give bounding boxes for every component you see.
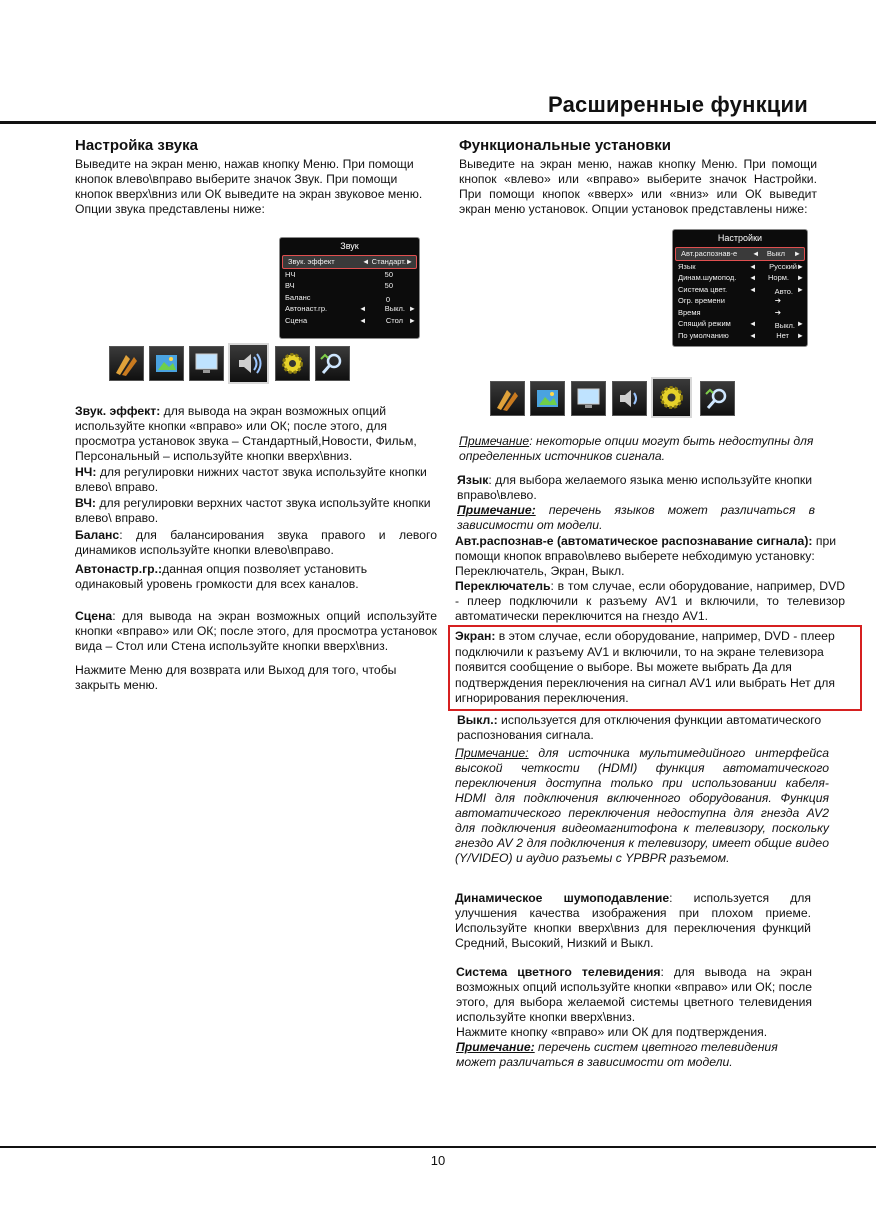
term: Система цветного телевидения — [456, 965, 661, 979]
term: Язык — [457, 473, 489, 487]
sound-menu-row[interactable] — [280, 269, 419, 281]
term: Экран: — [455, 629, 496, 643]
header-rule — [0, 121, 876, 124]
sound-menu-row[interactable] — [280, 303, 419, 315]
sound-icon[interactable] — [228, 343, 269, 384]
menu-row-value: 0 — [385, 294, 390, 304]
term: НЧ: — [75, 465, 97, 479]
sound-heading: Настройка звука — [75, 137, 198, 154]
screen-icon[interactable] — [571, 381, 606, 416]
note-paragraph — [459, 434, 819, 464]
settings-icon[interactable] — [651, 377, 692, 418]
menu-row-label: По умолчанию — [678, 330, 729, 340]
desc-text: данная опция позволяет установить одинаковый уровень громкости для всех каналов. — [75, 562, 368, 591]
term: Динамическое шумоподавление — [455, 891, 670, 905]
settings-note1 — [459, 434, 819, 464]
scene-desc — [75, 609, 437, 654]
settings-color-system — [456, 965, 812, 1070]
sound-section — [75, 137, 437, 217]
arrow-right-icon: ► — [796, 284, 804, 294]
treble-desc — [75, 496, 437, 526]
page-title: Расширенные функции — [548, 92, 808, 117]
screen-desc — [455, 629, 853, 707]
picture-icon[interactable] — [149, 346, 184, 381]
desc-text: : в том случае, если оборудование, например, DVD - плеер подключили к разъему AV1 и включили, то телевизор автоматически переключится на гнездо AV1. — [455, 579, 845, 623]
settings-menu-panel — [672, 229, 808, 347]
channel-icon[interactable] — [490, 381, 525, 416]
settings-menu-row[interactable] — [673, 272, 807, 284]
settings-dnr — [455, 891, 811, 951]
menu-row-label: НЧ — [285, 269, 296, 279]
switch-desc — [455, 579, 845, 624]
term: Автонастр.гр.: — [75, 562, 163, 576]
desc-text: для вывода на экран возможных опций используйте кнопки «вправо» или ОК; после этого, для просмотра установок звука – Стандартный,Новости, Фильм, Персональный – используйте кнопки вверх\вниз. — [75, 404, 417, 463]
term: ВЧ: — [75, 496, 96, 510]
note-text: перечень систем цветного телевидения может различаться в зависимости от модели. — [456, 1040, 778, 1069]
arrow-right-icon: ► — [793, 249, 801, 258]
term: Выкл.: — [457, 713, 498, 727]
desc-text: для регулировки верхних частот звука используйте кнопки влево\ вправо. — [75, 496, 431, 525]
menu-row-value: Русский — [769, 261, 797, 271]
settings-section — [459, 137, 817, 217]
sound-menu-row[interactable] — [280, 292, 419, 304]
menu-row-label: Баланс — [285, 292, 311, 302]
note-paragraph — [455, 746, 829, 866]
sound-menu-title: Звук — [340, 241, 359, 251]
arrow-left-icon: ◄ — [749, 330, 757, 340]
menu-row-label: Язык — [678, 261, 696, 271]
note-text: перечень языков может различаться в зависимости от модели. — [457, 503, 815, 532]
menu-row-label: Звук. эффект — [288, 257, 335, 266]
arrow-right-icon: ► — [408, 315, 416, 325]
arrow-left-icon: ◄ — [752, 249, 760, 258]
dnr-desc — [455, 891, 811, 951]
menu-row-label: Время — [678, 307, 701, 317]
desc-text: : для вывода на экран возможных опций используйте кнопки «вправо» или ОК; после этого, для выбора желаемой системы цветного телевидения используйте кнопки вверх\вниз. — [456, 965, 812, 1024]
search-icon[interactable] — [315, 346, 350, 381]
menu-row-label: Огр. времени — [678, 296, 725, 305]
arrow-left-icon: ◄ — [362, 257, 370, 266]
term: Авт.распознав-е (автоматическое распознавание сигнала): — [455, 534, 813, 548]
settings-menu-row[interactable] — [673, 330, 807, 342]
term: Переключатель — [455, 579, 551, 593]
menu-row-value: Выкл. — [774, 321, 795, 330]
sound-icon[interactable] — [612, 381, 647, 416]
sound-effect-desc — [75, 404, 437, 464]
exit-desc: Нажмите Меню для возврата или Выход для того, чтобы закрыть меню. — [75, 663, 397, 692]
sound-menu-row[interactable] — [280, 315, 419, 327]
note-text: для источника мультимедийного интерфейса высокой четкости (HDMI) функция автоматического переключения доступна только при использовании кабеля-HDMI для подключения включенного оборудования. Функция автоматического переключения недоступна для гнезда AV2 для подключения видеомагнитофона к телевизору, поскольку гнездо AV 2 для подключения к телевизору, имеет общие видео (Y/VIDEO) и аудио разъемы с YPBPR разъемом. — [455, 746, 829, 865]
arrow-right-icon: ► — [408, 304, 416, 313]
note-label: Примечание: — [456, 1040, 535, 1054]
arrow-right-icon: ► — [796, 261, 804, 271]
page-number: 10 — [430, 1153, 446, 1168]
footer-rule — [0, 1146, 876, 1148]
arrow-left-icon: ◄ — [749, 319, 757, 328]
auto-detect-desc — [455, 534, 845, 579]
note-label: Примечание: — [457, 503, 536, 517]
menu-row-label: Автонаст.гр. — [285, 304, 328, 313]
settings-icon-strip — [488, 377, 748, 419]
desc-text: при помощи кнопок вправо\влево выберете небходимую установку: Переключатель, Экран, Выкл. — [455, 534, 837, 578]
note-paragraph — [457, 503, 815, 533]
desc-text: : используется для улучшения качества изображения при плохом приеме. Используйте кнопки вверх\вниз для переключения функций Средний, Высокий, Низкий и Выкл. — [455, 891, 811, 950]
menu-row-label: ВЧ — [285, 281, 295, 290]
menu-row-value: 50 — [384, 281, 393, 290]
settings-menu-row[interactable] — [675, 247, 805, 261]
sound-menu-row[interactable] — [282, 255, 417, 269]
balance-desc — [75, 528, 437, 558]
arrow-right-icon: ► — [796, 273, 804, 282]
term: Баланс — [75, 528, 120, 542]
desc-text: в этом случае, если оборудование, например, DVD - плеер подключили к разъему AV1 и включили, то на экране телевизора появится сообщение о выборе. Вы можете выбрать Да для подтверждения переключения на сигнал AV1 или выбрать Нет для игнорирования переключения. — [455, 629, 835, 705]
arrow-left-icon: ◄ — [749, 273, 757, 282]
menu-row-label: Спящий режим — [678, 319, 731, 328]
desc-text: : для выбора желаемого языка меню используйте кнопки вправо\влево. — [457, 473, 813, 502]
settings-menu-row[interactable] — [673, 318, 807, 330]
picture-icon[interactable] — [530, 381, 565, 416]
color-system-desc — [456, 965, 812, 1025]
menu-row-value: Норм. — [768, 273, 789, 282]
settings-menu-row[interactable] — [673, 261, 807, 273]
note-label: Примечание: — [455, 746, 529, 760]
language-desc — [457, 473, 815, 503]
settings-auto-detect — [455, 534, 845, 624]
menu-row-value: Нет — [776, 330, 789, 340]
settings-off — [457, 713, 845, 743]
arrow-left-icon: ◄ — [359, 315, 367, 325]
arrow-left-icon: ◄ — [359, 304, 367, 313]
bass-desc — [75, 465, 437, 495]
search-icon[interactable] — [700, 381, 735, 416]
sound-descriptions — [75, 404, 437, 693]
note-paragraph — [456, 1040, 812, 1070]
menu-row-value: Выкл — [766, 249, 785, 258]
desc-text: : для вывода на экран возможных опций используйте кнопки «вправо» или ОК; после этого, для просмотра установок вида – Стол или Стена используйте кнопки вверх\вниз. — [75, 609, 437, 653]
settings-heading: Функциональные установки — [459, 137, 672, 154]
menu-row-value: Стол — [385, 315, 403, 325]
arrow-left-icon: ◄ — [749, 284, 757, 294]
menu-row-label: Сцена — [285, 315, 308, 325]
menu-row-label: Динам.шумопод. — [678, 273, 737, 282]
avl-desc — [75, 562, 437, 592]
submenu-arrow-icon: ➔ — [774, 296, 781, 305]
sound-menu-panel — [279, 237, 420, 339]
sound-icon-strip — [107, 343, 357, 383]
settings-icon[interactable] — [275, 346, 310, 381]
menu-row-label: Система цвет. — [678, 284, 728, 294]
note-text: : некоторые опции могут быть недоступны для определенных источников сигнала. — [459, 434, 814, 463]
menu-row-value: Авто. — [774, 286, 793, 296]
off-desc — [457, 713, 845, 743]
sound-menu-row[interactable] — [280, 280, 419, 292]
menu-row-label: Авт.распознав-е — [681, 249, 738, 258]
term: Звук. эффект: — [75, 404, 161, 418]
settings-menu-row[interactable] — [673, 295, 807, 307]
screen-icon[interactable] — [189, 346, 224, 381]
desc-text: : для балансирования звука правого и левого динамиков используйте кнопки влево\вправо. — [75, 528, 437, 557]
arrow-right-icon: ► — [796, 330, 804, 340]
color-confirm-desc: Нажмите кнопку «вправо» или ОК для подтверждения. — [456, 1025, 768, 1039]
settings-note3 — [455, 746, 829, 866]
term: Сцена — [75, 609, 113, 623]
menu-row-value: 50 — [384, 269, 393, 279]
menu-row-value: Выкл. — [384, 304, 405, 313]
menu-row-value: Стандарт. — [371, 257, 406, 266]
arrow-left-icon: ◄ — [749, 261, 757, 271]
settings-menu-row[interactable] — [673, 307, 807, 319]
settings-intro: Выведите на экран меню, нажав кнопку Меню. При помощи кнопок «влево» или «вправо» выберите значок Настройки. При помощи кнопок «вверх» или «вниз» или ОК выведит экран меню установок. Опции установок представлены ниже: — [459, 157, 817, 216]
submenu-arrow-icon: ➔ — [774, 307, 781, 317]
channel-icon[interactable] — [109, 346, 144, 381]
note-label: Примечание — [459, 434, 530, 448]
sound-intro: Выведите на экран меню, нажав кнопку Меню. При помощи кнопок влево\вправо выберите значок Звук. При помощи кнопок вверх\вниз или ОК выведите на экран звуковое меню. Опции звука представлены ниже: — [75, 157, 423, 216]
settings-menu-row[interactable] — [673, 284, 807, 296]
settings-screen — [455, 629, 853, 707]
settings-language — [457, 473, 815, 533]
desc-text: используется для отключения функции автоматического распознования сигнала. — [457, 713, 822, 742]
arrow-right-icon: ► — [796, 319, 804, 328]
settings-menu-title: Настройки — [717, 233, 763, 243]
desc-text: для регулировки нижних частот звука используйте кнопки влево\ вправо. — [75, 465, 427, 494]
arrow-right-icon: ► — [405, 257, 413, 266]
